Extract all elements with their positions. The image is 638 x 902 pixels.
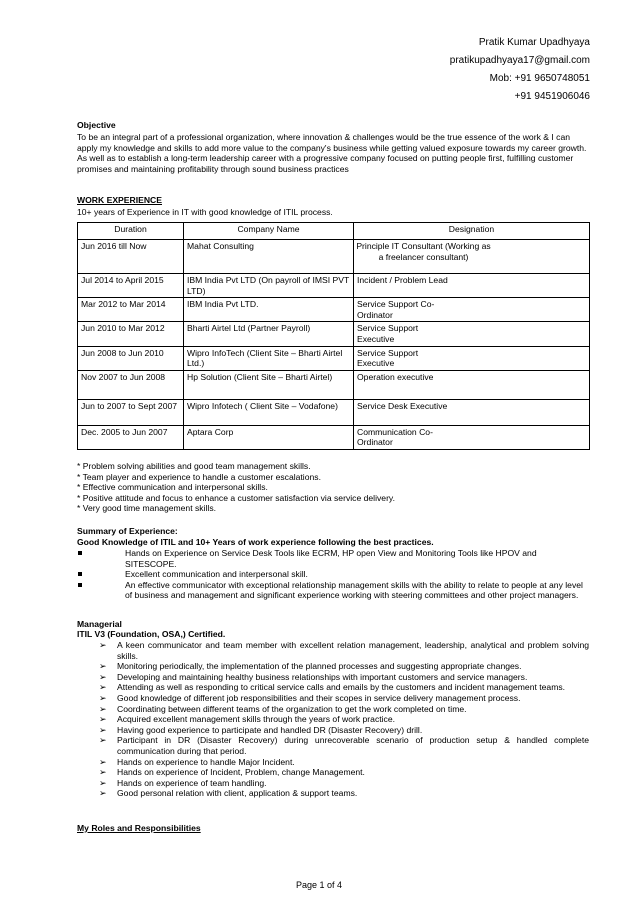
work-experience-title: WORK EXPERIENCE	[77, 195, 162, 205]
objective-text: To be an integral part of a professional organization, where innovation & challenges would be the true essence of the work & I can apply my knowledge and skills to add more value to the company's business while getting valued exposure towards my career growth. As well as to establish a long-term leadership career with a progressive company focused on putting people first, fulfilling customer promises and maintaining profitability through sound business practices	[77, 132, 587, 174]
list-item: ➢ Having good experience to participate and handled DR (Disaster Recovery) drill.	[99, 724, 423, 735]
company-cell: IBM India Pvt LTD (On payroll of IMSI PVT LTD)	[184, 274, 354, 298]
list-item: * Positive attitude and focus to enhance a customer satisfaction via service delivery.	[77, 492, 395, 503]
duration-cell: Jun 2010 to Mar 2012	[78, 322, 184, 346]
table-row	[78, 399, 590, 425]
header-name: Pratik Kumar Upadhyaya	[478, 37, 590, 48]
arrow-bullet-icon: ➢	[99, 640, 107, 650]
itil-certification: ITIL V3 (Foundation, OSA,) Certified.	[77, 629, 226, 639]
list-item: ➢ Developing and maintaining healthy business relationships with important customers and service managers.	[99, 671, 528, 682]
header-email: pratikupadhyaya17@gmail.com	[449, 55, 590, 66]
list-item: ➢ Attending as well as responding to critical service calls and emails by the customers and incident management teams.	[99, 682, 566, 693]
arrow-bullet-icon: ➢	[99, 767, 107, 778]
skills-list	[77, 461, 589, 514]
company-cell: Mahat Consulting	[184, 240, 354, 274]
page-footer: Page 1 of 4	[295, 880, 343, 890]
company-cell: Aptara Corp	[184, 425, 354, 449]
column-header: Designation	[354, 223, 590, 240]
list-item: ➢ Coordinating between different teams of the organization to get the work completed on time.	[99, 703, 467, 714]
designation-cell: Incident / Problem Lead	[354, 274, 590, 298]
list-item: ➢ Hands on experience of Incident, Problem, change Management.	[99, 767, 365, 778]
table-row	[78, 240, 590, 274]
header-mobile-2: +91 9451906046	[514, 91, 590, 102]
managerial-title: Managerial	[77, 619, 122, 629]
table-row	[78, 370, 590, 399]
square-bullet-icon	[78, 583, 82, 587]
summary-bullets	[77, 548, 589, 601]
arrow-bullet-icon: ➢	[99, 703, 107, 714]
arrow-bullet-icon: ➢	[99, 777, 107, 788]
column-header: Company Name	[184, 223, 354, 240]
square-bullet-icon	[78, 572, 82, 576]
duration-cell: Jul 2014 to April 2015	[78, 274, 184, 298]
designation-cell: Service Support Executive	[354, 346, 590, 370]
list-item: Hands on Experience on Service Desk Tools like ECRM, HP open View and Monitoring Tools like HPOV and SITESCOPE.	[77, 548, 589, 569]
arrow-bullet-icon: ➢	[99, 714, 107, 725]
list-item: ➢ Hands on experience of team handling.	[99, 777, 267, 788]
company-cell: Wipro Infotech ( Client Site – Vodafone)	[184, 399, 354, 425]
designation-cell: Service Support Co-Ordinator	[354, 298, 590, 322]
duration-cell: Jun 2016 till Now	[78, 240, 184, 274]
list-item: * Problem solving abilities and good team management skills.	[77, 461, 311, 471]
arrow-bullet-icon: ➢	[99, 671, 107, 682]
table-row	[78, 425, 590, 449]
arrow-bullet-icon: ➢	[99, 735, 107, 746]
company-cell: IBM India Pvt LTD.	[184, 298, 354, 322]
arrow-bullet-icon: ➢	[99, 682, 107, 693]
duration-cell: Mar 2012 to Mar 2014	[78, 298, 184, 322]
square-bullet-icon	[78, 551, 82, 555]
designation-cell: Operation executive	[354, 370, 590, 399]
duration-cell: Nov 2007 to Jun 2008	[78, 370, 184, 399]
company-cell: Bharti Airtel Ltd (Partner Payroll)	[184, 322, 354, 346]
experience-table	[77, 222, 590, 450]
duration-cell: Dec. 2005 to Jun 2007	[78, 425, 184, 449]
table-row	[78, 346, 590, 370]
company-cell: Hp Solution (Client Site – Bharti Airtel)	[184, 370, 354, 399]
list-item: ➢ Monitoring periodically, the implementation of the planned processes and suggesting appropriate changes.	[99, 661, 522, 672]
column-header: Duration	[78, 223, 184, 240]
table-header-row	[78, 223, 590, 240]
arrow-bullet-icon: ➢	[99, 756, 107, 767]
company-cell: Wipro InfoTech (Client Site – Bharti Airtel Ltd.)	[184, 346, 354, 370]
arrow-bullet-icon: ➢	[99, 692, 107, 703]
list-item: * Effective communication and interpersonal skills.	[77, 482, 268, 493]
list-item: * Team player and experience to handle a customer escalations.	[77, 471, 321, 482]
managerial-list	[77, 640, 589, 799]
objective-title: Objective	[77, 120, 116, 130]
list-item: ➢ Participant in DR (Disaster Recovery) during unrecoverable scenario of production setup & handled complete communication during that period.	[99, 735, 589, 756]
arrow-bullet-icon: ➢	[99, 724, 107, 735]
summary-title: Summary of Experience:	[77, 526, 178, 536]
list-item: Excellent communication and interpersonal skill.	[77, 569, 589, 580]
table-row	[78, 298, 590, 322]
designation-cell: Service Desk Executive	[354, 399, 590, 425]
work-experience-intro: 10+ years of Experience in IT with good knowledge of ITIL process.	[77, 207, 333, 217]
duration-cell: Jun to 2007 to Sept 2007	[78, 399, 184, 425]
list-item: ➢ Good personal relation with client, application & support teams.	[99, 788, 358, 799]
summary-subtitle: Good Knowledge of ITIL and 10+ Years of work experience following the best practices.	[77, 537, 434, 547]
duration-cell: Jun 2008 to Jun 2010	[78, 346, 184, 370]
table-row	[78, 322, 590, 346]
list-item: ➢ Good knowledge of different job responsibilities and their scopes in service delivery management process.	[99, 692, 521, 703]
designation-cell: Communication Co-Ordinator	[354, 425, 590, 449]
list-item: ➢ A keen communicator and team member with excellent relation management, leadership, analytical and problem solving skills.	[99, 640, 589, 661]
designation-cell: Service Support Executive	[354, 322, 590, 346]
list-item: * Very good time management skills.	[77, 503, 216, 514]
arrow-bullet-icon: ➢	[99, 788, 107, 799]
list-item: An effective communicator with exceptional relationship management skills with the ability to relate to people at any level of business and management and significant experience working with steering committees and other project managers.	[77, 580, 589, 601]
list-item: ➢ Hands on experience to handle Major Incident.	[99, 756, 295, 767]
designation-cell: Principle IT Consultant (Working as a freelancer consultant)	[354, 240, 590, 274]
arrow-bullet-icon: ➢	[99, 661, 107, 672]
list-item: ➢ Acquired excellent management skills through the years of work practice.	[99, 714, 396, 725]
table-row	[78, 274, 590, 298]
header-mobile-1: Mob: +91 9650748051	[489, 73, 590, 84]
roles-title: My Roles and Responsibilities	[77, 823, 201, 833]
